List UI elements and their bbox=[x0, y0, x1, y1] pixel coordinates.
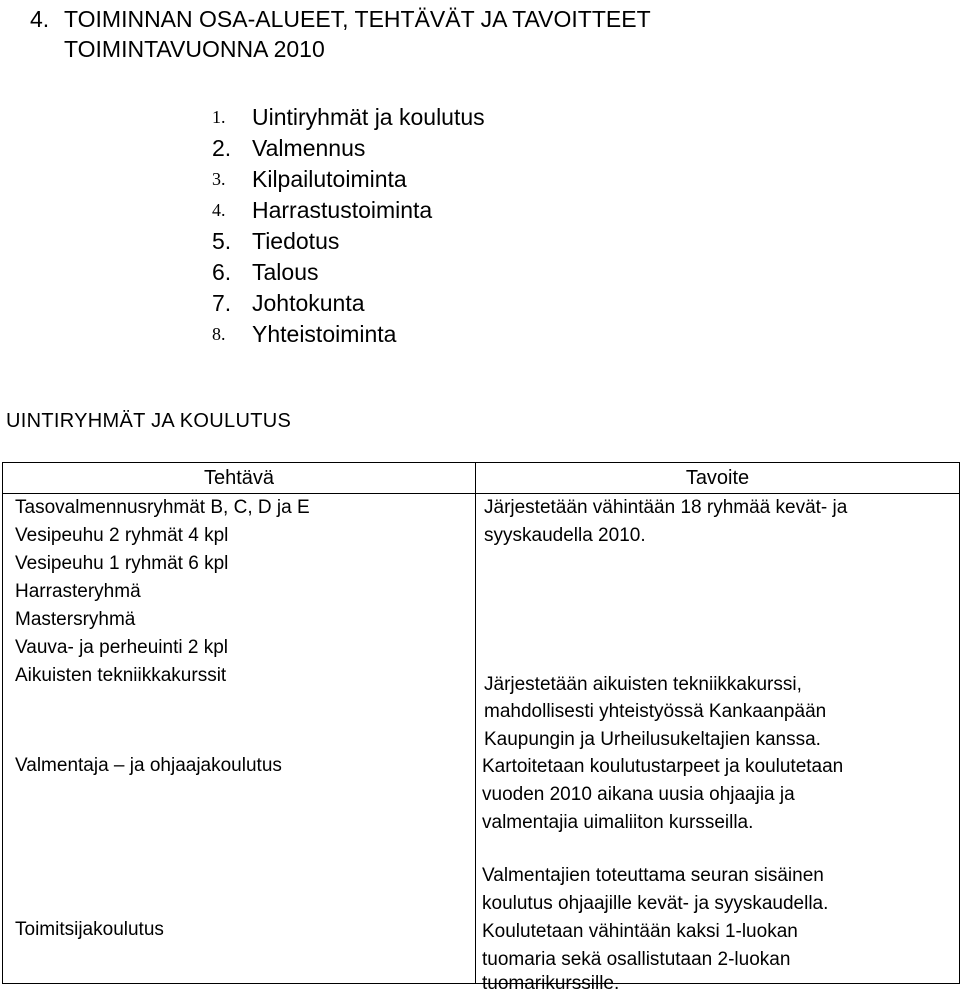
tasks-goals-table bbox=[2, 462, 960, 994]
list-item-label: Uintiryhmät ja koulutus bbox=[252, 104, 485, 130]
goal-line: Kaupungin ja Urheilusukeltajien kanssa. bbox=[484, 729, 821, 750]
section-title: UINTIRYHMÄT JA KOULUTUS bbox=[6, 410, 292, 432]
table-row bbox=[3, 494, 960, 984]
list-item-label: Tiedotus bbox=[252, 228, 340, 254]
list-item-number: 1. bbox=[212, 107, 226, 127]
goal-cell bbox=[476, 494, 960, 994]
list-item bbox=[0, 319, 960, 350]
task-line: Valmentaja – ja ohjaajakoulutus bbox=[15, 755, 282, 776]
goal-line: Järjestetään vähintään 18 ryhmää kevät- ja bbox=[484, 497, 848, 518]
goal-line: Koulutetaan vähintään kaksi 1-luokan bbox=[482, 921, 798, 942]
goal-line: koulutus ohjaajille kevät- ja syyskaudella. bbox=[482, 893, 829, 914]
task-line: Vesipeuhu 2 ryhmät 4 kpl bbox=[15, 525, 229, 546]
list-item bbox=[0, 257, 960, 288]
task-line: Harrasteryhmä bbox=[15, 581, 141, 602]
goal-line: Järjestetään aikuisten tekniikkakurssi, bbox=[484, 674, 802, 695]
list-item-number: 3. bbox=[212, 169, 226, 189]
goal-line: syyskaudella 2010. bbox=[484, 525, 646, 546]
task-line: Mastersryhmä bbox=[15, 609, 136, 630]
task-line: Toimitsijakoulutus bbox=[15, 919, 164, 940]
list-item-number: 2. bbox=[212, 135, 232, 161]
goal-line: Valmentajien toteuttama seuran sisäinen bbox=[482, 865, 824, 886]
goal-line: tuomarikurssille. bbox=[482, 973, 620, 994]
goal-line: Kartoitetaan koulutustarpeet ja koulutetaan bbox=[482, 756, 844, 777]
task-cell bbox=[3, 494, 476, 984]
list-item bbox=[0, 102, 960, 133]
list-item-number: 6. bbox=[212, 259, 232, 285]
task-line: Vesipeuhu 1 ryhmät 6 kpl bbox=[15, 553, 229, 574]
table-header-row bbox=[3, 463, 960, 494]
list-item-number: 8. bbox=[212, 324, 226, 344]
list-item bbox=[0, 164, 960, 195]
list-item-label: Johtokunta bbox=[252, 290, 365, 316]
column-header-task: Tehtävä bbox=[3, 463, 476, 494]
goal-line: tuomaria sekä osallistutaan 2-luokan bbox=[482, 949, 791, 970]
list-item-label: Harrastustoiminta bbox=[252, 197, 433, 223]
list-item-label: Yhteistoiminta bbox=[252, 321, 397, 347]
list-item bbox=[0, 288, 960, 319]
task-line: Vauva- ja perheuinti 2 kpl bbox=[15, 637, 228, 658]
list-item bbox=[0, 226, 960, 257]
heading-number: 4. bbox=[30, 6, 50, 32]
list-item-label: Kilpailutoiminta bbox=[252, 166, 407, 192]
list-item-number: 7. bbox=[212, 290, 232, 316]
task-line: Aikuisten tekniikkakurssit bbox=[15, 665, 227, 686]
list-item bbox=[0, 133, 960, 164]
list-item-number: 4. bbox=[212, 200, 226, 220]
list-item-label: Valmennus bbox=[252, 135, 366, 161]
list-item-label: Talous bbox=[252, 259, 319, 285]
goal-line: mahdollisesti yhteistyössä Kankaanpään bbox=[484, 701, 827, 722]
list-item-number: 5. bbox=[212, 228, 232, 254]
list-item bbox=[0, 195, 960, 226]
heading-line-1: TOIMINNAN OSA-ALUEET, TEHTÄVÄT JA TAVOITTEET bbox=[64, 6, 651, 32]
goal-line: valmentajia uimaliiton kursseilla. bbox=[482, 812, 754, 833]
column-header-goal: Tavoite bbox=[476, 463, 960, 494]
areas-list bbox=[0, 102, 960, 350]
goal-line: vuoden 2010 aikana uusia ohjaajia ja bbox=[482, 784, 795, 805]
heading-line-2: TOIMINTAVUONNA 2010 bbox=[64, 36, 325, 62]
task-line: Tasovalmennusryhmät B, C, D ja E bbox=[15, 497, 310, 518]
